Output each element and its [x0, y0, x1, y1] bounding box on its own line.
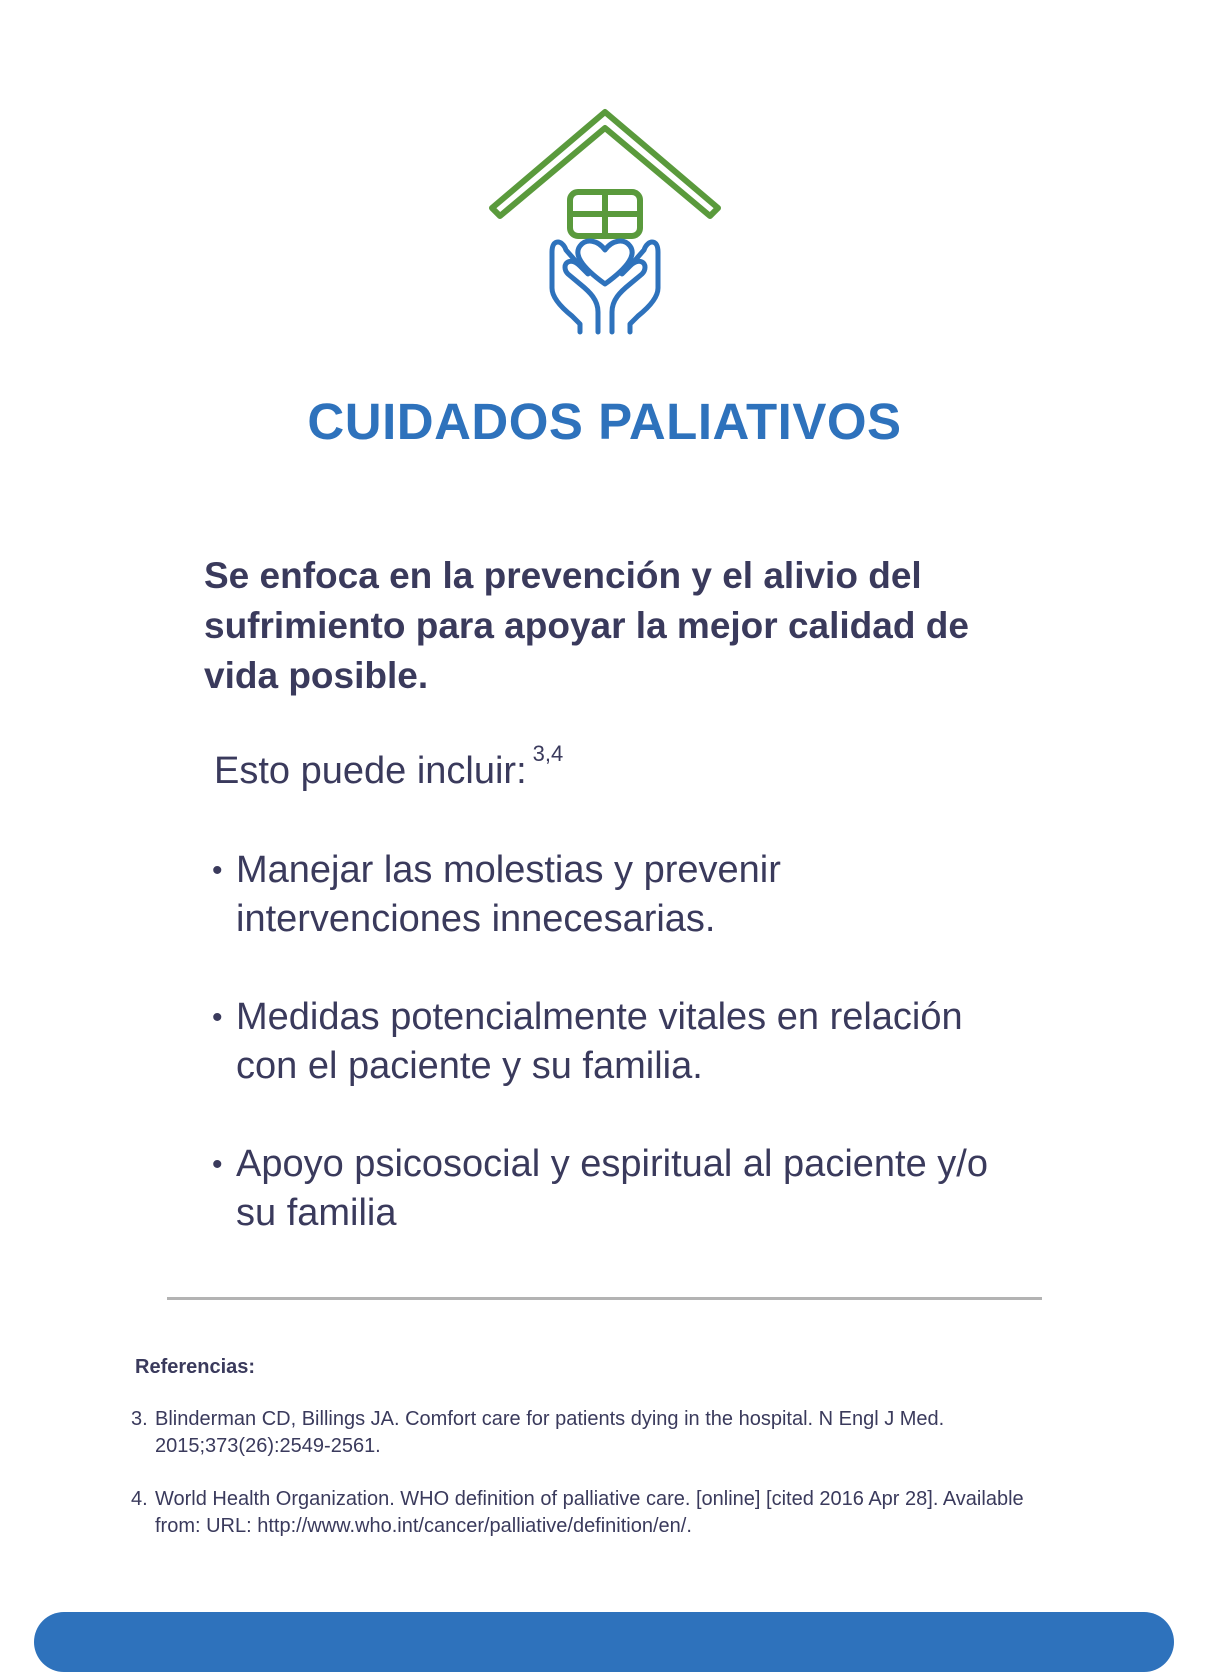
house-with-hands-heart-icon	[480, 104, 730, 336]
intro-line	[214, 741, 564, 794]
lead-statement: Se enfoca en la prevención y el alivio del sufrimiento para apoyar la mejor calidad de vida posible.	[204, 555, 969, 696]
intro-text: Esto puede incluir:	[214, 750, 527, 792]
reference-text: World Health Organization. WHO definition of palliative care. [online] [cited 2016 Apr 28]. Available from: URL: http://www.who.int/cancer/palliative/definition/en/.	[155, 1488, 1024, 1537]
bullet-glyph: •	[212, 1148, 223, 1181]
footer-bar	[34, 1612, 1174, 1672]
reference-item	[131, 1406, 1031, 1460]
bullet-text: Medidas potencialmente vitales en relación con el paciente y su familia.	[236, 996, 963, 1087]
bullet-text: Manejar las molestias y prevenir intervenciones innecesarias.	[236, 849, 781, 940]
palliative-care-logo	[480, 104, 730, 336]
references-list	[131, 1406, 1031, 1566]
bullet-item	[210, 846, 990, 944]
section-divider	[167, 1297, 1042, 1300]
reference-text: Blinderman CD, Billings JA. Comfort care for patients dying in the hospital. N Engl J Med. 2015;373(26):2549-2561.	[155, 1408, 945, 1457]
bullet-glyph: •	[212, 1001, 223, 1034]
reference-number: 3.	[131, 1408, 148, 1430]
bullet-item	[210, 1140, 990, 1238]
references-heading: Referencias:	[135, 1356, 256, 1378]
bullet-glyph: •	[212, 854, 223, 887]
reference-number: 4.	[131, 1488, 148, 1510]
reference-item	[131, 1486, 1031, 1540]
bullet-item	[210, 993, 990, 1091]
intro-reference-superscript: 3,4	[532, 741, 564, 766]
bullet-text: Apoyo psicosocial y espiritual al paciente y/o su familia	[236, 1143, 988, 1234]
bullet-list	[210, 846, 990, 1287]
page-title: CUIDADOS PALIATIVOS	[307, 393, 902, 450]
